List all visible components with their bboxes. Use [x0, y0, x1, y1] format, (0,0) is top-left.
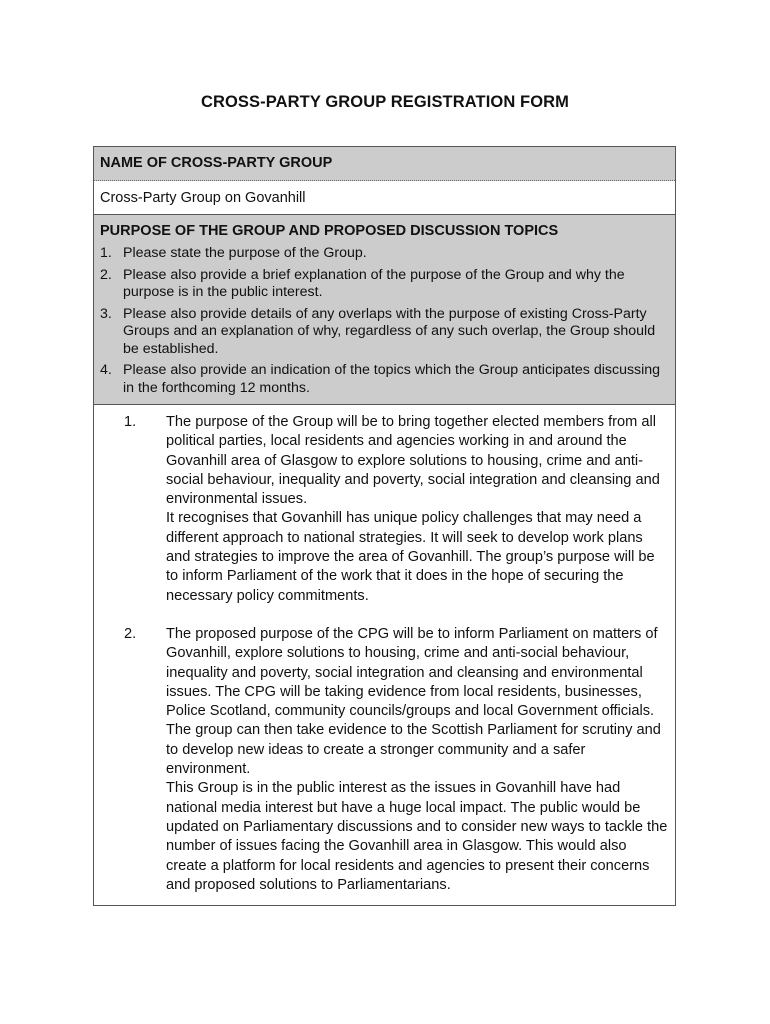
answer-paragraph: It recognises that Govanhill has unique policy challenges that may need a different approach to national strategies. It will seek to develop work plans and strategies to improve the area of Govanhill. The group’s purpose will be to inform Parliament of the work that it does in the hope of securing the necessary policy commitments.	[166, 510, 655, 604]
answer-item	[100, 625, 669, 895]
question-item	[100, 267, 669, 302]
question-item	[100, 306, 669, 359]
question-item	[100, 245, 669, 263]
answer-text	[166, 413, 669, 606]
group-name-value: Cross-Party Group on Govanhill	[94, 181, 675, 215]
answer-number: 2.	[124, 625, 137, 642]
name-section-heading: NAME OF CROSS-PARTY GROUP	[94, 147, 675, 181]
registration-form-table	[93, 146, 676, 906]
answer-paragraph: The proposed purpose of the CPG will be to inform Parliament on matters of Govanhill, explore solutions to housing, crime and anti-social behaviour, inequality and poverty, social integration and cleansing and environmental issues. The CPG will be taking evidence from local residents, businesses, Police Scotland, community councils/groups and local Government officials.	[166, 625, 658, 720]
question-text: Please also provide a brief explanation of the purpose of the Group and why the purpose is in the public interest.	[123, 266, 625, 300]
question-number: 4.	[100, 362, 112, 378]
purpose-section	[94, 215, 675, 405]
question-item	[100, 362, 669, 397]
form-title: CROSS-PARTY GROUP REGISTRATION FORM	[200, 93, 570, 111]
purpose-section-heading: PURPOSE OF THE GROUP AND PROPOSED DISCUSSION TOPICS	[100, 223, 559, 239]
answer-paragraph: This Group is in the public interest as the issues in Govanhill have had national media interest but have a huge local impact. The public would be updated on Parliamentary discussions and to consider new ways to tackle the number of issues facing the Govanhill area in Glasgow. This would also create a platform for local residents and agencies to present their concerns and proposed solutions to Parliamentarians.	[166, 780, 668, 893]
question-text: Please also provide an indication of the topics which the Group anticipates discussing in the forthcoming 12 months.	[123, 362, 661, 396]
question-text: Please also provide details of any overlaps with the purpose of existing Cross-Party Groups and an explanation of why, regardless of any such overlap, the Group should be established.	[123, 305, 656, 357]
question-number: 3.	[100, 305, 112, 322]
question-list	[100, 245, 669, 397]
question-number: 1.	[100, 245, 112, 261]
question-number: 2.	[100, 266, 112, 283]
answer-text	[166, 625, 669, 895]
answer-paragraph: The group can then take evidence to the Scottish Parliament for scrutiny and to develop new ideas to create a stronger community and a safer environment.	[166, 722, 661, 778]
answers-section	[94, 405, 675, 905]
answer-paragraph: The purpose of the Group will be to bring together elected members from all political parties, local residents and agencies working in and around the Govanhill area of Glasgow to explore solutions to housing, crime and anti-social behaviour, inequality and poverty, social integration and cleansing and environmental issues.	[166, 414, 660, 508]
question-text: Please state the purpose of the Group.	[123, 245, 367, 261]
answer-item	[100, 413, 669, 606]
answer-number: 1.	[124, 414, 137, 430]
